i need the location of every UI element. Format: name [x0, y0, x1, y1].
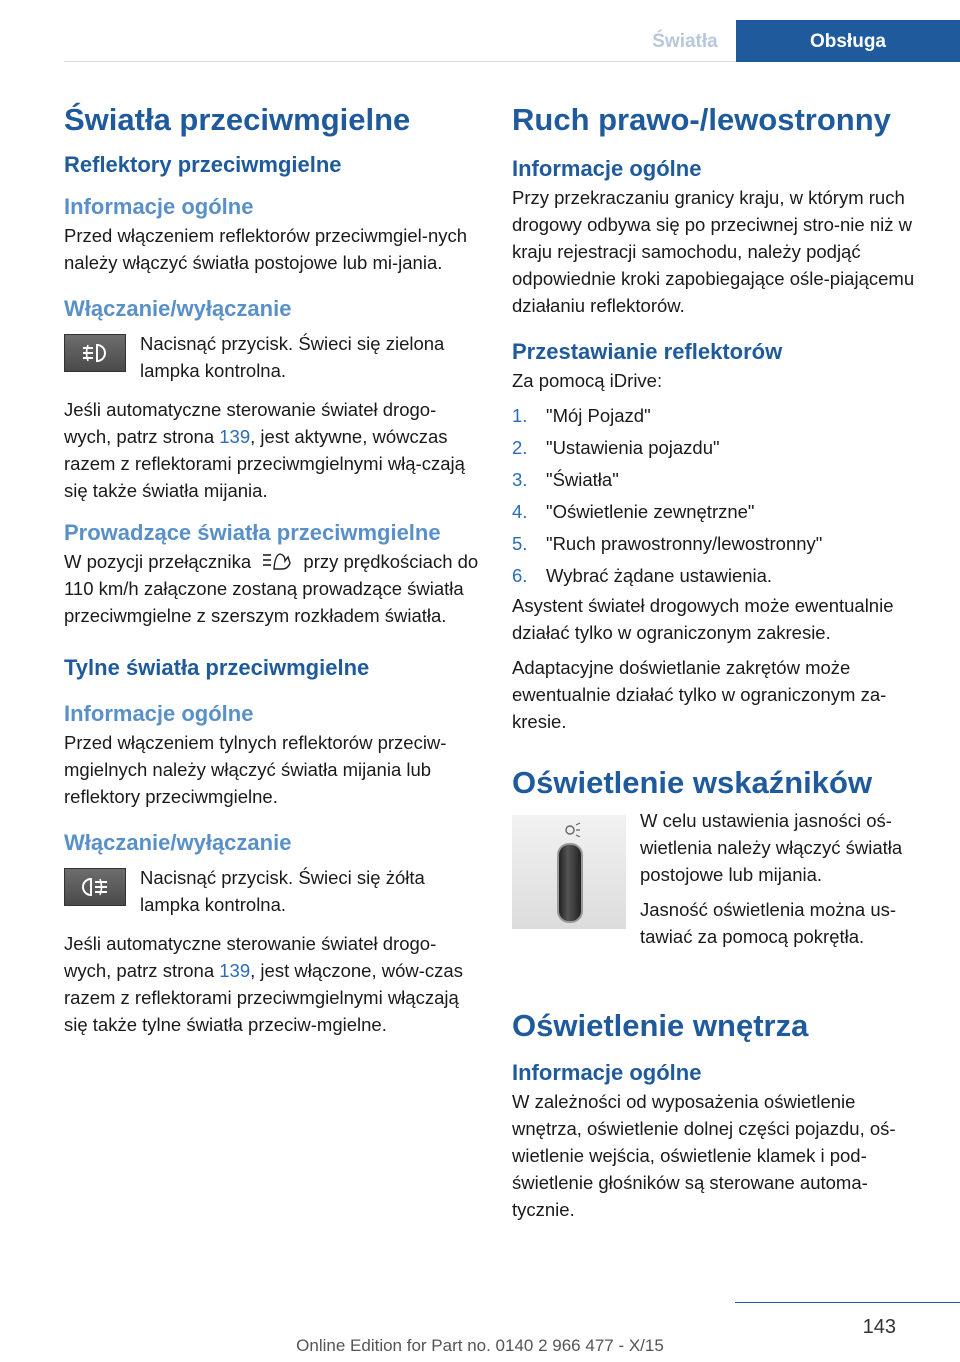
paragraph: Przy przekraczaniu granicy kraju, w którym ruch drogowy odbywa się po przeciwnej stro-nie niż w kraju rejestracji samochodu, należy podjąć odpowiednie kroki zapobiegające ośle-piającemu działaniu reflektorów. [512, 187, 915, 316]
instrument-lighting-block [512, 807, 928, 950]
light-switch-icon [260, 551, 294, 571]
step-number: 1. [512, 405, 528, 426]
paragraph: W zależności od wyposażenia oświetlenie wnętrza, oświetlenie dolnej części pojazdu, oś-wietlenie wejścia, oświetlenie klamek i pod-świetlenie głośników są sterowane automa-tycznie. [512, 1091, 896, 1220]
step-number: 2. [512, 437, 528, 458]
paragraph: Nacisnąć przycisk. Świeci się zielona lampka kontrolna. [140, 333, 445, 381]
step-text: "Światła" [546, 469, 619, 490]
step-text: Wybrać żądane ustawienia. [546, 565, 773, 586]
heading-on-off: Włączanie/wyłączanie [64, 296, 292, 321]
right-column [512, 98, 928, 1223]
button-instruction [64, 330, 480, 384]
step-number: 4. [512, 501, 528, 522]
paragraph-auto-1 [64, 396, 480, 504]
text: , jest włączone, wów-czas razem z reflektorami przeciwmgielnymi włączają się także tylne światła przeciw-mgielne. [64, 960, 463, 1035]
page-header [634, 20, 960, 62]
step-text: "Ruch prawostronny/lewostronny" [546, 533, 823, 554]
heading-general-info: Informacje ogólne [64, 701, 254, 726]
text: Jeśli automatyczne sterowanie świateł drogo-wych, patrz strona [64, 399, 437, 447]
text: przy prędkościach do 110 km/h załączone zostaną prowadzące światła przeciwmgielne z szerszym rozkładem światła. [64, 551, 479, 626]
front-fog-light-button-icon [64, 334, 126, 372]
text: W pozycji przełącznika [64, 551, 252, 572]
page-link[interactable]: 139 [219, 426, 251, 447]
heading-general-info: Informacje ogólne [512, 156, 702, 181]
step-number: 3. [512, 469, 528, 490]
section-title-fog-lights: Światła przeciwmgielne [64, 102, 411, 137]
heading-general-info: Informacje ogólne [64, 194, 254, 219]
paragraph: Adaptacyjne doświetlanie zakrętów może ewentualnie działać tylko w ograniczonym za-kresie. [512, 657, 887, 732]
page-link[interactable]: 139 [219, 960, 251, 981]
list-item [512, 528, 928, 560]
list-item [512, 432, 928, 464]
list-item [512, 400, 928, 432]
step-number: 5. [512, 533, 528, 554]
section-title-instrument-lighting: Oświetlenie wskaźników [512, 765, 873, 800]
heading-general-info: Informacje ogólne [512, 1060, 702, 1085]
paragraph: Asystent świateł drogowych może ewentualnie działać tylko w ograniczonym zakresie. [512, 595, 894, 643]
dimmer-wheel-image [512, 815, 626, 929]
paragraph: Przed włączeniem tylnych reflektorów przeciw-mgielnych należy włączyć światła mijania lub reflektory przeciwmgielne. [64, 732, 447, 807]
list-item [512, 496, 928, 528]
paragraph: W celu ustawienia jasności oś-wietlenia należy włączyć światła postojowe lub mijania. [640, 810, 903, 885]
header-chapter: Obsługa [736, 20, 960, 62]
steps-list [512, 400, 928, 592]
subsection-rear-fog: Tylne światła przeciwmgielne [64, 655, 370, 680]
dimmer-knob [557, 843, 583, 923]
heading-on-off: Włączanie/wyłączanie [64, 830, 292, 855]
paragraph: Za pomocą iDrive: [512, 370, 663, 391]
page-number-rule [735, 1302, 960, 1303]
paragraph-leading-fog [64, 548, 480, 629]
paragraph: Nacisnąć przycisk. Świeci się żółta lampka kontrolna. [140, 867, 425, 915]
step-text: "Oświetlenie zewnętrzne" [546, 501, 755, 522]
button-instruction [64, 864, 480, 918]
text: Jeśli automatyczne sterowanie świateł drogo-wych, patrz strona [64, 933, 437, 981]
heading-leading-fog: Prowadzące światła przeciwmgielne [64, 520, 441, 545]
lighting-symbol-icon [562, 821, 582, 837]
step-number: 6. [512, 565, 528, 586]
text: , jest aktywne, wówczas razem z reflektorami przeciwmgielnymi włą-czają się także światła mijania. [64, 426, 465, 501]
header-rule [64, 61, 736, 62]
page-number: 143 [862, 1316, 896, 1338]
header-section: Światła [652, 31, 718, 52]
rear-fog-light-button-icon [64, 868, 126, 906]
instrument-lighting-text [640, 807, 928, 950]
subsection-front-fog: Reflektory przeciwmgielne [64, 152, 342, 177]
left-column [64, 98, 480, 1038]
section-title-interior-lighting: Oświetlenie wnętrza [512, 1008, 809, 1043]
step-text: "Ustawienia pojazdu" [546, 437, 720, 458]
heading-adjust-headlights: Przestawianie reflektorów [512, 339, 783, 364]
paragraph: Przed włączeniem reflektorów przeciwmgiel-nych należy włączyć światła postojowe lub mi-jania. [64, 225, 468, 273]
step-text: "Mój Pojazd" [546, 405, 651, 426]
list-item [512, 560, 928, 592]
section-title-traffic-side: Ruch prawo-/lewostronny [512, 102, 891, 137]
list-item [512, 464, 928, 496]
footer-edition: Online Edition for Part no. 0140 2 966 477 - X/15 [296, 1336, 664, 1355]
paragraph-auto-2 [64, 930, 480, 1038]
paragraph: Jasność oświetlenia można us-tawiać za pomocą pokrętła. [640, 899, 897, 947]
